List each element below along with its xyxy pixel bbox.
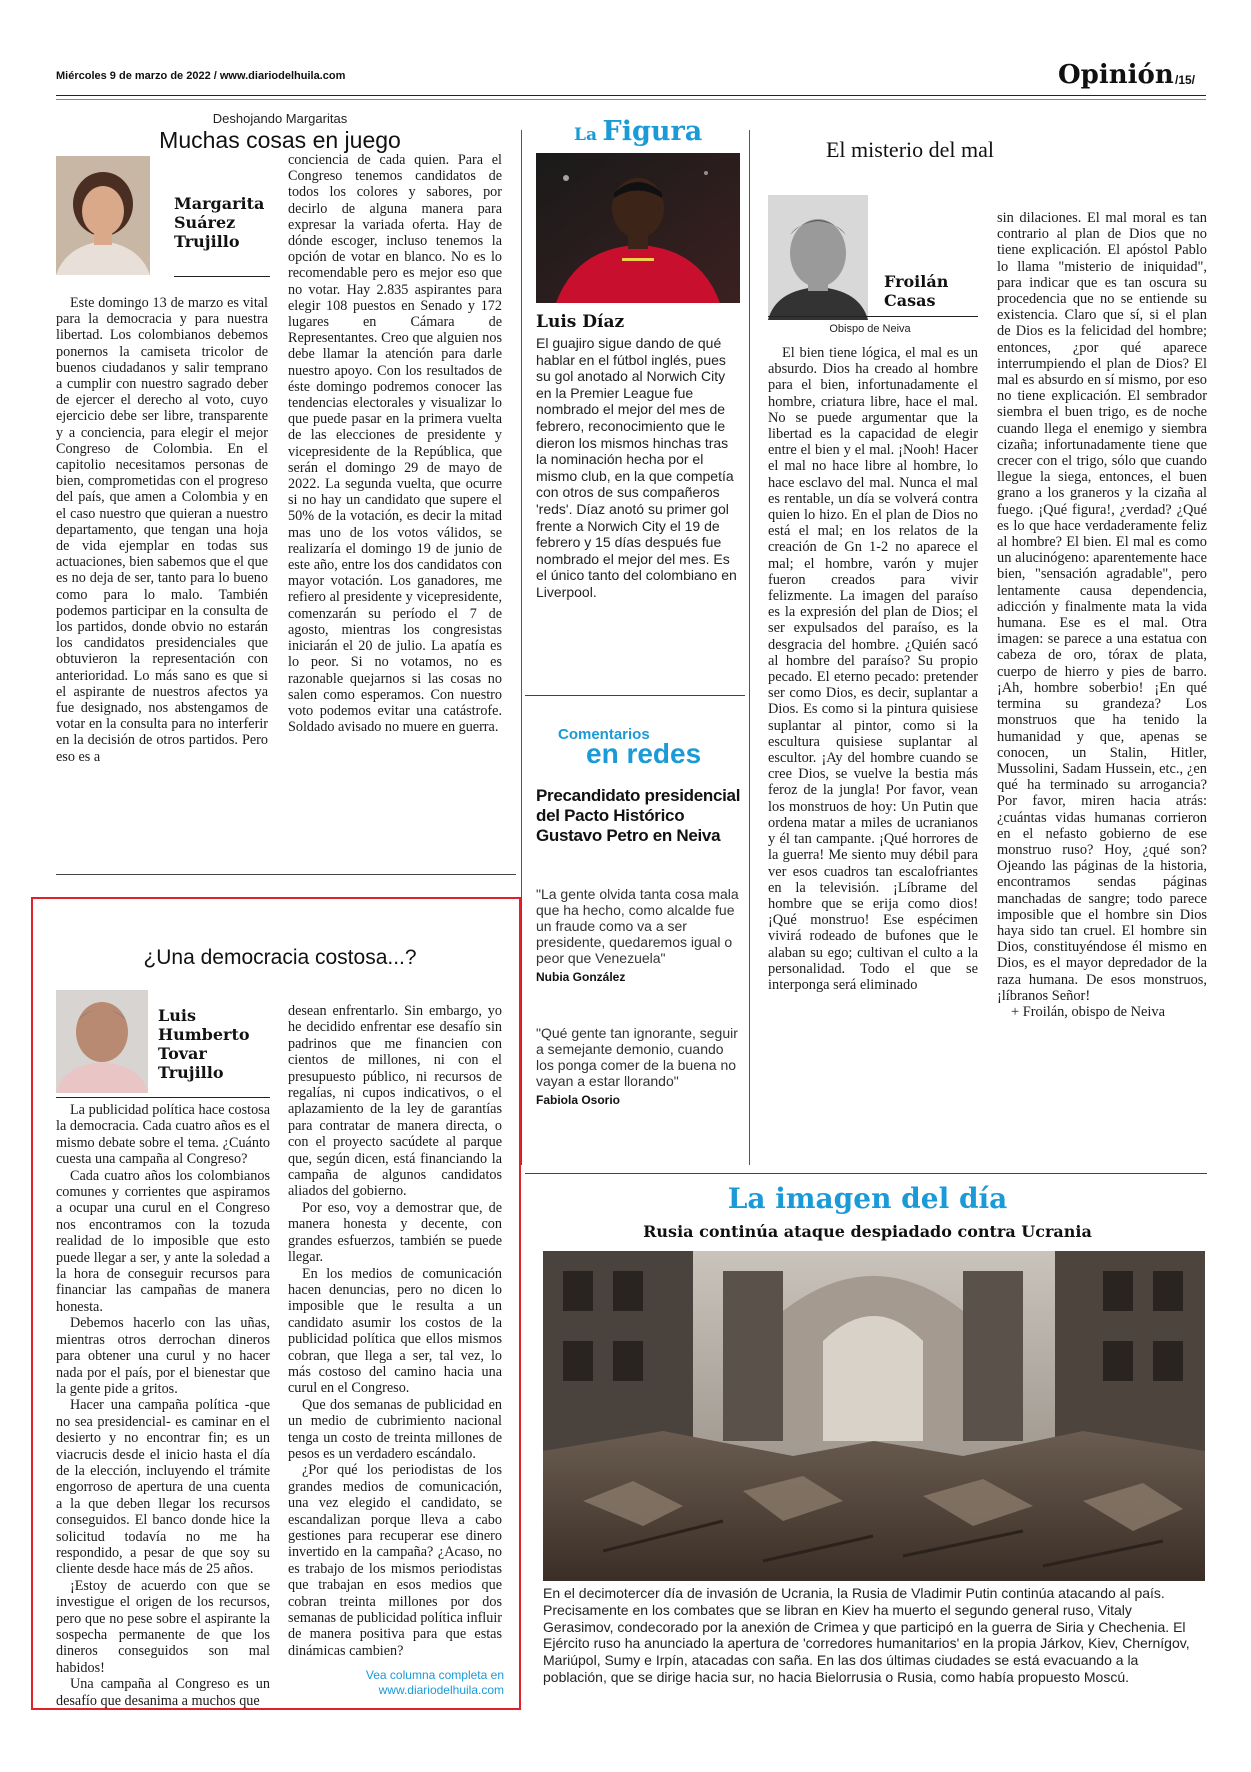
author-underline (768, 316, 978, 317)
quote-text: "Qué gente tan ignorante, seguir a semejante demonio, cuando los ponga comer de la buena no vayan a estar llorando" (536, 1025, 738, 1089)
author-name-margarita: Margarita Suárez Trujillo (174, 194, 265, 251)
column-divider (749, 130, 750, 1165)
misterio-text-left: El bien tiene lógica, el mal es un absurdo. Dios ha creado al hombre para el bien, infortunadamente el hombre, criatura libre, hace el mal. No se puede argumentar que la libertad es la capacidad de elegir entre el bien y el mal. ¡Nooh! Hacer el mal no hace libre al hombre, lo hace esclavo del mal. Nunca el mal es rentable, un día se volverá contra quien lo hizo. En el plan de Dios no está el mal; en los relatos de la creación de Gn 1-2 no aparece el mal; el hombre, varón y mujer fueron creados para vivir felizmente. La imagen del paraíso es la expresión del plan de Dios; el ser expulsados del paraíso, es la desgracia del hombre. ¿Quién sacó al hombre del paraíso? Su propio pecado. El eterno pecado: pretender ser como Dios, es decir, suplantar a Dios. Es como si la pintura quisiese suplantar al pintor, como si la escultura quisiese suplantar al escultor. ¡Ay del hombre cuando se cree Dios, se vuelve la bestia más feroz de la jungla! Por favor, vean los monstruos de hoy: Un Putin que ordena matar a miles de ucranianos y él tan campante. ¡Qué horrores de la guerra! Me siento muy débil para ver esos cuadros tan escalofriantes en la televisión. ¡Líbrame del hombre que se erija como dios! ¡Qué monstruo! Ese espécimen vivirá rodeado de bufones que le alaban su ego; cultivan el culto a la personalidad. Todo el que se interponga será eliminado (768, 345, 978, 993)
page-number: /15/ (1175, 73, 1196, 87)
redes-headline: Precandidato presidencial del Pacto Histórico Gustavo Petro en Neiva (536, 786, 741, 845)
redes-kicker: Comentarios (558, 726, 650, 743)
header-rule-2 (56, 99, 1206, 100)
imagen-top-rule (525, 1173, 1207, 1174)
header-rule (56, 95, 1206, 96)
column-divider (521, 130, 522, 1165)
redes-quote-2 (536, 1025, 744, 1107)
column-kicker: Deshojando Margaritas (212, 111, 348, 126)
figura-heading (574, 116, 702, 147)
quote-author: Fabiola Osorio (536, 1093, 621, 1107)
democracia-text-left: La publicidad política hace costosa la democracia. Cada cuatro años es el mismo debate sobre el tema. ¿Cuánto cuesta una campaña al Congreso? Cada cuatro años los colombianos comunes y corrientes que aspiramos a ocupar una curul en el Congreso nos encontramos con la tozuda realidad de lo imposible que esto puede llegar a ser, y ante la soledad a la hora de conseguir recursos para financiar las campañas de manera honesta. Debemos hacerlo con las uñas, mientras otros derrochan dineros para obtener una curul y no hacer nada por el país, por el bienestar que la gente pide a gritos. Hacer una campaña política -que no sea presidencial- es caminar en el desierto y no encontrar fin; es un viacrucis desde el inicio hasta el día de la elección, incluyendo el trámite engorroso de apertura de una cuenta a la que deben llegar los recursos conseguidos. El banco donde hice la solicitud todavía no me ha respondido, a pesar de que soy su cliente desde hace más de 25 años. ¡Estoy de acuerdo con que se investigue el origen de los recursos, pero que no pese sobre el aspirante la sospecha permanente de que los dineros conseguidos son mal habidos! Una campaña al Congreso es un desafío que desanima a muchos que (56, 1102, 270, 1709)
column-title: Muchas cosas en juego (159, 127, 401, 153)
section-divider (56, 874, 516, 875)
author-underline (56, 1097, 270, 1098)
redes-title: en redes (586, 738, 702, 769)
author-photo-luis (56, 990, 148, 1093)
redes-quote-1 (536, 886, 744, 984)
imagen-title: La imagen del día (727, 1182, 1008, 1215)
figura-divider (525, 695, 745, 696)
player-photo (536, 153, 740, 303)
column-text-right: conciencia de cada quien. Para el Congreso tenemos candidatos de todos los colores y sabores, por decirlo de alguna manera para expresar la variada oferta. Hay de dónde escoger, incluso tenemos la opción de votar en blanco. No es lo recomendable pero es mejor eso que no votar. Hay 2.835 aspirantes para elegir 108 puestos en Senado y 172 lugares en Cámara de Representantes. Creo que alguien nos debe llamar la atención para darle nuestro apoyo. Con los resultados de éste domingo podremos conocer las tendencias electorales y visualizar lo que puede pasar en la primera vuelta de las elecciones de presidente y vicepresidente de la República, que serán el domingo 29 de mayo de 2022. La segunda vuelta, que ocurre si no hay un candidato que supere el 50% de la votación, es decir la mitad mas uno de los votos válidos, se realizaría el domingo 19 de junio de este año, entre los dos candidatos con mayor votación. Los ganadores, me refiero al presidente y vicepresidente, comenzarán su período el 7 de agosto, mientras los congresistas iniciarán el 20 de julio. La apatía es lo peor. Si no votamos, no es razonable quejarnos si las cosas no salen como esperamos. Con nuestro voto podemos evitar una catástrofe. Soldado avisado no muere en guerra. (288, 152, 502, 736)
democracia-text-right: desean enfrentarlo. Sin embargo, yo he decidido enfrentar ese desafío sin padrinos que me financien con cientos de millones, ni con el presupuesto público, ni recursos de regalías, ni cupos indicativos, o el aplazamiento de la ley de garantías para contratar de manera directa, o con el proyecto sacúdete al parque que, según dicen, está financiando la campaña de algunos candidatos aliados del gobierno. Por eso, voy a demostrar que, de manera honesta y decente, con grandes esfuerzos, también se puede llegar. En los medios de comunicación hacen denuncias, pero no dicen lo imposible que le resulta a un candidato asumir los costos de la publicidad política que ellos mismos cobran, que llega a ser, tal vez, lo más costoso del camino hacia una curul en el Congreso. Que dos semanas de publicidad en un medio de cubrimiento nacional tenga un costo de treinta millones de pesos es un verdadero escándalo. ¿Por qué los periodistas de los grandes medios de comunicación, una vez elegido el candidato, se escandalizan porque lleva a cabo gestiones para recuperar ese dinero invertido en la campaña? ¿Acaso, no es trabajo de los mismos periodistas que trabajan en esos medios que cobran treinta millones por dos semanas de publicidad política influir de manera positiva para que estas dinámicas cambien? (288, 1003, 502, 1659)
section-title: Opinión (1058, 60, 1174, 90)
column-text-left: Este domingo 13 de marzo es vital para la democracia y para nuestra libertad. Los colombianos debemos ponernos la camiseta tricolor de buenos ciudadanos y salir temprano a cumplir con nuestro sagrado deber de ejercer el derecho al voto, cuyo ejercicio debe ser libre, transparente y a conciencia, para elegir el mejor Congreso de Colombia. En el capitolio necesitamos personas de bien, comprometidas con el progreso del país, que amen a Colombia y en el caso nuestro que quieran a nuestro departamento, que tengan una hoja de vida ejemplar en todas sus actuaciones, bien sabemos que el que es no deja de ser, tanto para lo bueno como para lo malo. También podemos participar en la consulta de los partidos, donde obvio no estarán los candidatos presidenciales que obtuvieron la representación con anterioridad. Lo más sano es que si el aspirante de nuestros afectos ya fue designado, nos abstengamos de votar en la consulta para no interferir en la decisión de otros partidos. Pero eso es a (56, 295, 268, 765)
war-photo (543, 1251, 1205, 1581)
dateline: Miércoles 9 de marzo de 2022 / www.diariodelhuila.com (56, 70, 346, 82)
author-underline (174, 276, 270, 277)
player-name: Luis Díaz (536, 312, 625, 332)
democracia-title: ¿Una democracia costosa...? (143, 946, 417, 969)
imagen-caption: En el decimotercer día de invasión de Ucrania, la Rusia de Vladimir Putin continúa atacando al país. Precisamente en los combates que se libran en Kiev ha muerto el segundo general ruso, Vitaly Gerasimov, condecorado por la anexión de Crimea y que participó en la guerra de Siria y Chechenia. El Ejército ruso ha anunciado la apertura de 'corredores humanitarios' en la propia Járkov, Kiev, Chernígov, Mariúpol, Sumy e Irpín, atacadas con saña. En las dos últimas ciudades se está evacuando a la población, que se dirige hacia sur, no hacia Bielorrusia o Rusia, como había propuesto Moscú. (543, 1585, 1190, 1685)
misterio-title: El misterio del mal (825, 137, 995, 162)
figura-word: Figura (602, 116, 703, 147)
quote-text: "La gente olvida tanta cosa mala que ha hecho, como alcalde fue un fraude como va a ser presidente, quedaremos igual o peor que Venezuela" (536, 886, 739, 966)
figura-text: El guajiro sigue dando de qué hablar en el fútbol inglés, pues su gol anotado al Norwich City en la Premier League fue nombrado el mejor del mes de febrero, reconocimiento que le dieron los mismos hinchas tras la nominación hecha por el mismo club, en la que competía con otros de sus compañeros 'reds'. Díaz anotó su primer gol frente a Norwich City el 19 de febrero y 15 días después fue nombrado el mejor del mes. Es el único tanto del colombiano en Liverpool. (536, 335, 737, 600)
misterio-signoff: + Froilán, obispo de Neiva (1011, 1003, 1165, 1020)
quote-author: Nubia González (536, 970, 626, 984)
imagen-subtitle: Rusia continúa ataque despiadado contra Ucrania (643, 1222, 1092, 1241)
author-name-froilan: Froilán Casas (884, 272, 949, 310)
author-role: Obispo de Neiva (829, 323, 911, 335)
misterio-text-right: sin dilaciones. El mal moral es tan contrario al plan de Dios que no tiene explicación. El apóstol Pablo lo llama "misterio de iniquidad", para indicar que es tan oscura su procedencia que no se entiende su existencia. Claro que sí, si el plan de Dios es la felicidad del hombre; entonces, ¿por qué aparece interrumpiendo el plan de Dios? El mal es absurdo en sí mismo, por eso no tiene explicación. El sembrador siembra el buen trigo, es de noche cuando llega el enemigo y siembra cizaña; infortunadamente tiene que crecer con el trigo, sólo que cuando llegue la siega, entonces, el buen grano a los graneros y la cizaña al fuego. ¡Qué figura!, ¿verdad? ¿Qué es lo que hace verdaderamente feliz al hombre? El bien. El mal es como un alucinógeno: aparentemente hace bien, "sensación agradable", pero lentamente causa dependencia, adicción y finalmente mata la vida humana. Ese es el mal. Otra imagen: se parece a una estatua con cabeza de oro, tórax de plata, cuerpo de hierro y pies de barro. ¡Ah, hombre soberbio! ¡En qué termina su grandeza? Los monstruos que ha tenido la humanidad y que, apenas se conocen, un Stalin, Hitler, Mussolini, Sadam Hussein, etc., ¿en qué ha terminado su arrogancia? Por favor, miren hacia atrás: ¿cuántas vidas humanas corrieron en el nefasto gobierno de ese monstruo ruso? Hoy, ¿qué son? Ojeando las páginas de la historia, encontramos sendas páginas manchadas de sangre; todo parece imposible que el hombre sin Dios haya sido tan cruel. El hombre sin Dios, constituyéndose él mismo en Dios, es el mayor depredador de la raza humana. De esos monstruos, ¡líbranos Señor! + Froilán, obispo de Neiva (997, 210, 1207, 1020)
author-photo-froilan (768, 195, 868, 320)
author-photo-margarita (56, 156, 150, 275)
read-more-link[interactable]: Vea columna completa en www.diariodelhuila.com (365, 1668, 504, 1697)
author-name-luis: Luis Humberto Tovar Trujillo (158, 1006, 250, 1082)
figura-la: La (574, 125, 597, 145)
